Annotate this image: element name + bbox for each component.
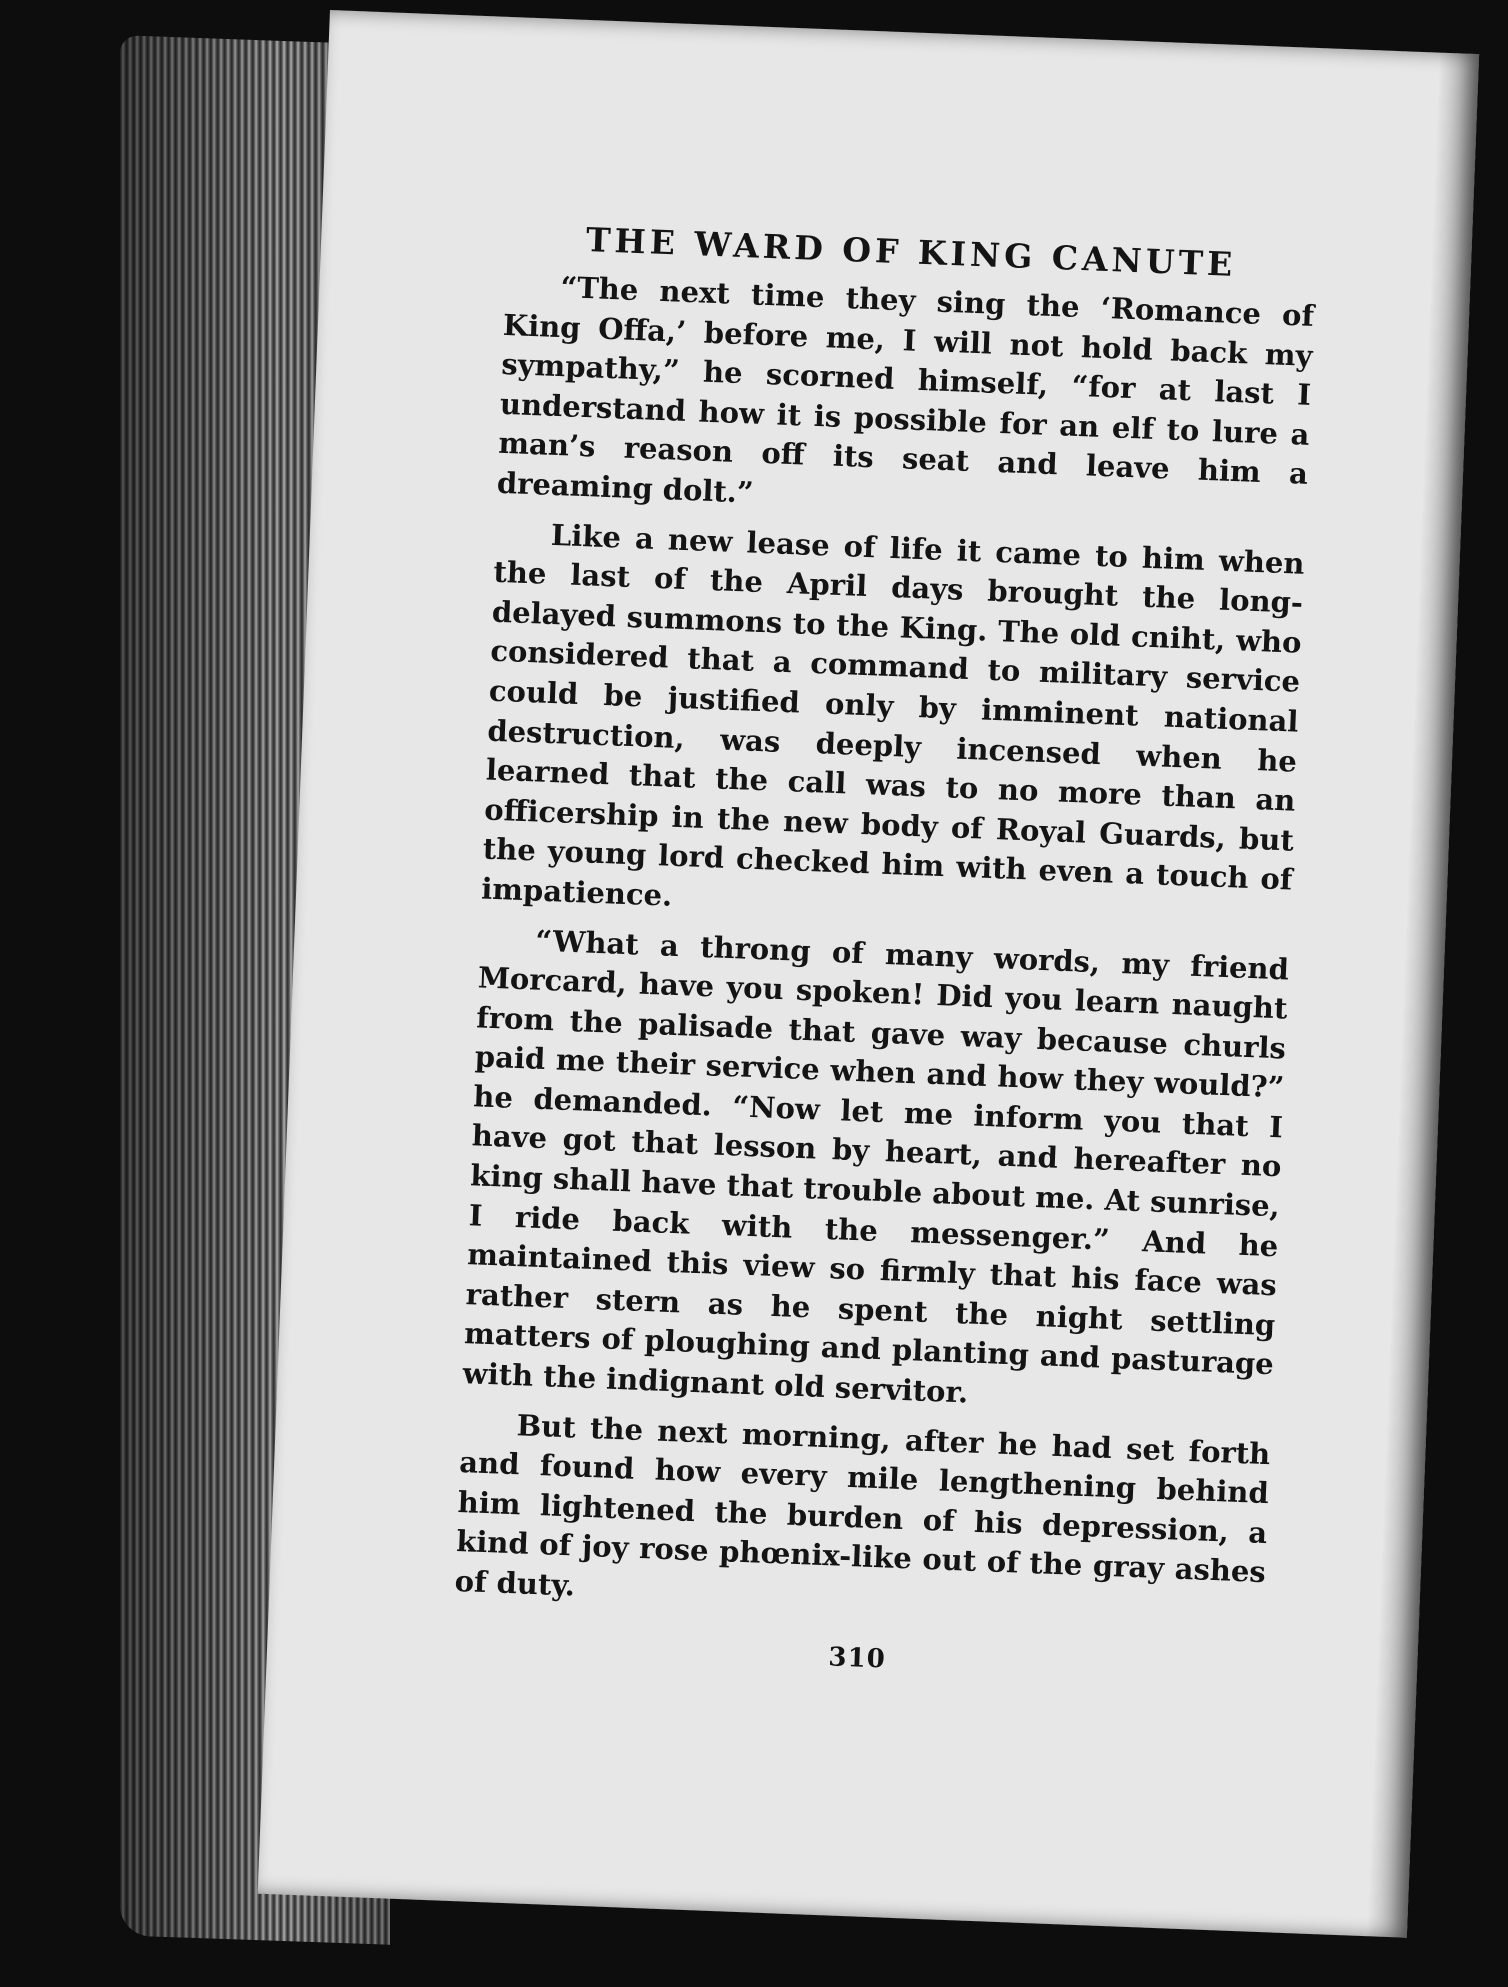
paragraph: But the next morning, after he had set forth and found how every mile lengthening behind him lightened the burden of his depression, a kind of joy rose phœnix-like out of the gray ashes of duty.: [454, 1407, 1271, 1603]
running-head: THE WARD OF KING CANUTE: [585, 220, 1237, 284]
text-block: [452, 217, 1317, 1689]
page-number: 310: [827, 1641, 887, 1675]
paragraph: “The next time they sing the ‘Romance of King Offa,’ before me, I will not hold back my sympathy,” he scorned himself, “for at last I understand how it is possible for an elf to lure a man’s reason off its seat and leave him a dreaming dolt.”: [496, 270, 1315, 510]
book-page: [258, 10, 1480, 1938]
page-gutter-shadow: [1367, 53, 1479, 1938]
paragraph: Like a new lease of life it came to him when the last of the April days brought the long-delayed summons to the King. The old cniht, who considered that a command to military service could be justified only by imminent national destruction, was deeply incensed when he learned that the call was to no more than an officership in the new body of Royal Guards, but the young lord checked him with even a touch of impatience.: [480, 517, 1306, 913]
paragraph: “What a throng of many words, my friend Morcard, have you spoken! Did you learn naught from the palisade that gave way because churls paid me their service when and how they would?” he demanded. “Now let me inform you that I have got that lesson by heart, and hereafter no king shall have that trouble about me. At sunrise, I ride back with the messenger.” And he maintained this view so firmly that his face was rather stern as he spent the night settling matters of ploughing and planting and pasturage with the indignant old servitor.: [462, 923, 1290, 1410]
